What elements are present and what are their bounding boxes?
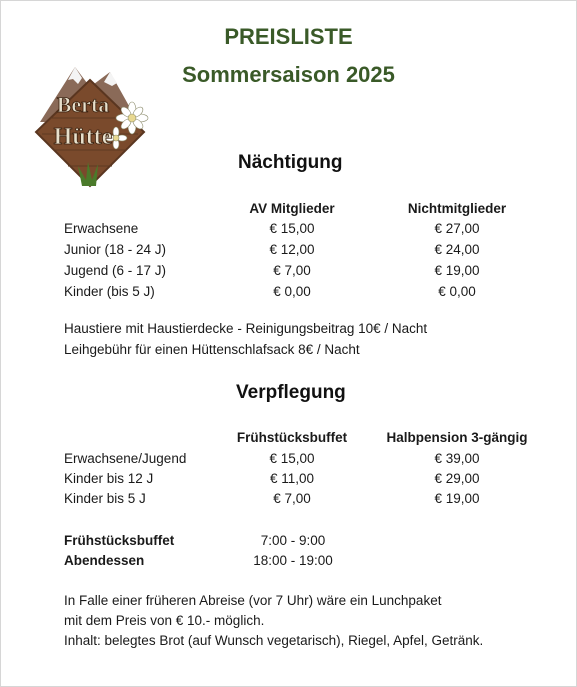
berta-huette-logo: [20, 62, 160, 192]
column-header-halfboard: Halbpension 3-gängig: [386, 430, 528, 445]
price-breakfast: € 15,00: [269, 451, 315, 466]
logo-text-line2: Hütte: [53, 124, 113, 150]
row-label: Junior (18 - 24 J): [64, 242, 167, 257]
price-member: € 15,00: [269, 221, 315, 236]
column-header-member: AV Mitglieder: [249, 201, 335, 216]
time-label: Frühstücksbuffet: [64, 533, 175, 548]
note-line: Haustiere mit Haustierdecke - Reinigungsbeitrag 10€ / Nacht: [64, 321, 428, 336]
page-subtitle: Sommersaison 2025: [182, 62, 395, 87]
time-value: 7:00 - 9:00: [260, 533, 326, 548]
price-halfboard: € 29,00: [434, 471, 480, 486]
price-nonmember: € 27,00: [434, 221, 480, 236]
price-halfboard: € 19,00: [434, 491, 480, 506]
column-header-breakfast: Frühstücksbuffet: [236, 430, 348, 445]
logo-graphic: [20, 62, 160, 192]
note-line: In Falle einer früheren Abreise (vor 7 Uhr) wäre ein Lunchpaket: [64, 593, 442, 608]
time-value: 18:00 - 19:00: [253, 553, 333, 568]
row-label: Erwachsene: [64, 221, 139, 236]
row-label: Erwachsene/Jugend: [64, 451, 187, 466]
price-halfboard: € 39,00: [434, 451, 480, 466]
price-nonmember: € 0,00: [438, 284, 476, 299]
price-member: € 0,00: [273, 284, 311, 299]
column-header-nonmember: Nichtmitglieder: [407, 201, 507, 216]
section-heading-accommodation: Nächtigung: [238, 152, 343, 173]
price-nonmember: € 24,00: [434, 242, 480, 257]
logo-text-line1: Berta: [56, 92, 110, 117]
note-line: Leihgebühr für einen Hüttenschlafsack 8€ / Nacht: [64, 342, 360, 357]
price-nonmember: € 19,00: [434, 263, 480, 278]
section-heading-catering: Verpflegung: [236, 382, 346, 403]
note-line: Inhalt: belegtes Brot (auf Wunsch vegetarisch), Riegel, Apfel, Getränk.: [64, 633, 484, 648]
row-label: Kinder bis 5 J: [64, 491, 146, 506]
row-label: Jugend (6 - 17 J): [64, 263, 167, 278]
price-breakfast: € 11,00: [269, 471, 315, 486]
page-title: PREISLISTE: [224, 24, 353, 49]
price-member: € 12,00: [269, 242, 315, 257]
price-member: € 7,00: [273, 263, 311, 278]
note-line: mit dem Preis von € 10.- möglich.: [64, 613, 265, 628]
row-label: Kinder (bis 5 J): [64, 284, 155, 299]
row-label: Kinder bis 12 J: [64, 471, 154, 486]
price-breakfast: € 7,00: [273, 491, 311, 506]
time-label: Abendessen: [64, 553, 145, 568]
